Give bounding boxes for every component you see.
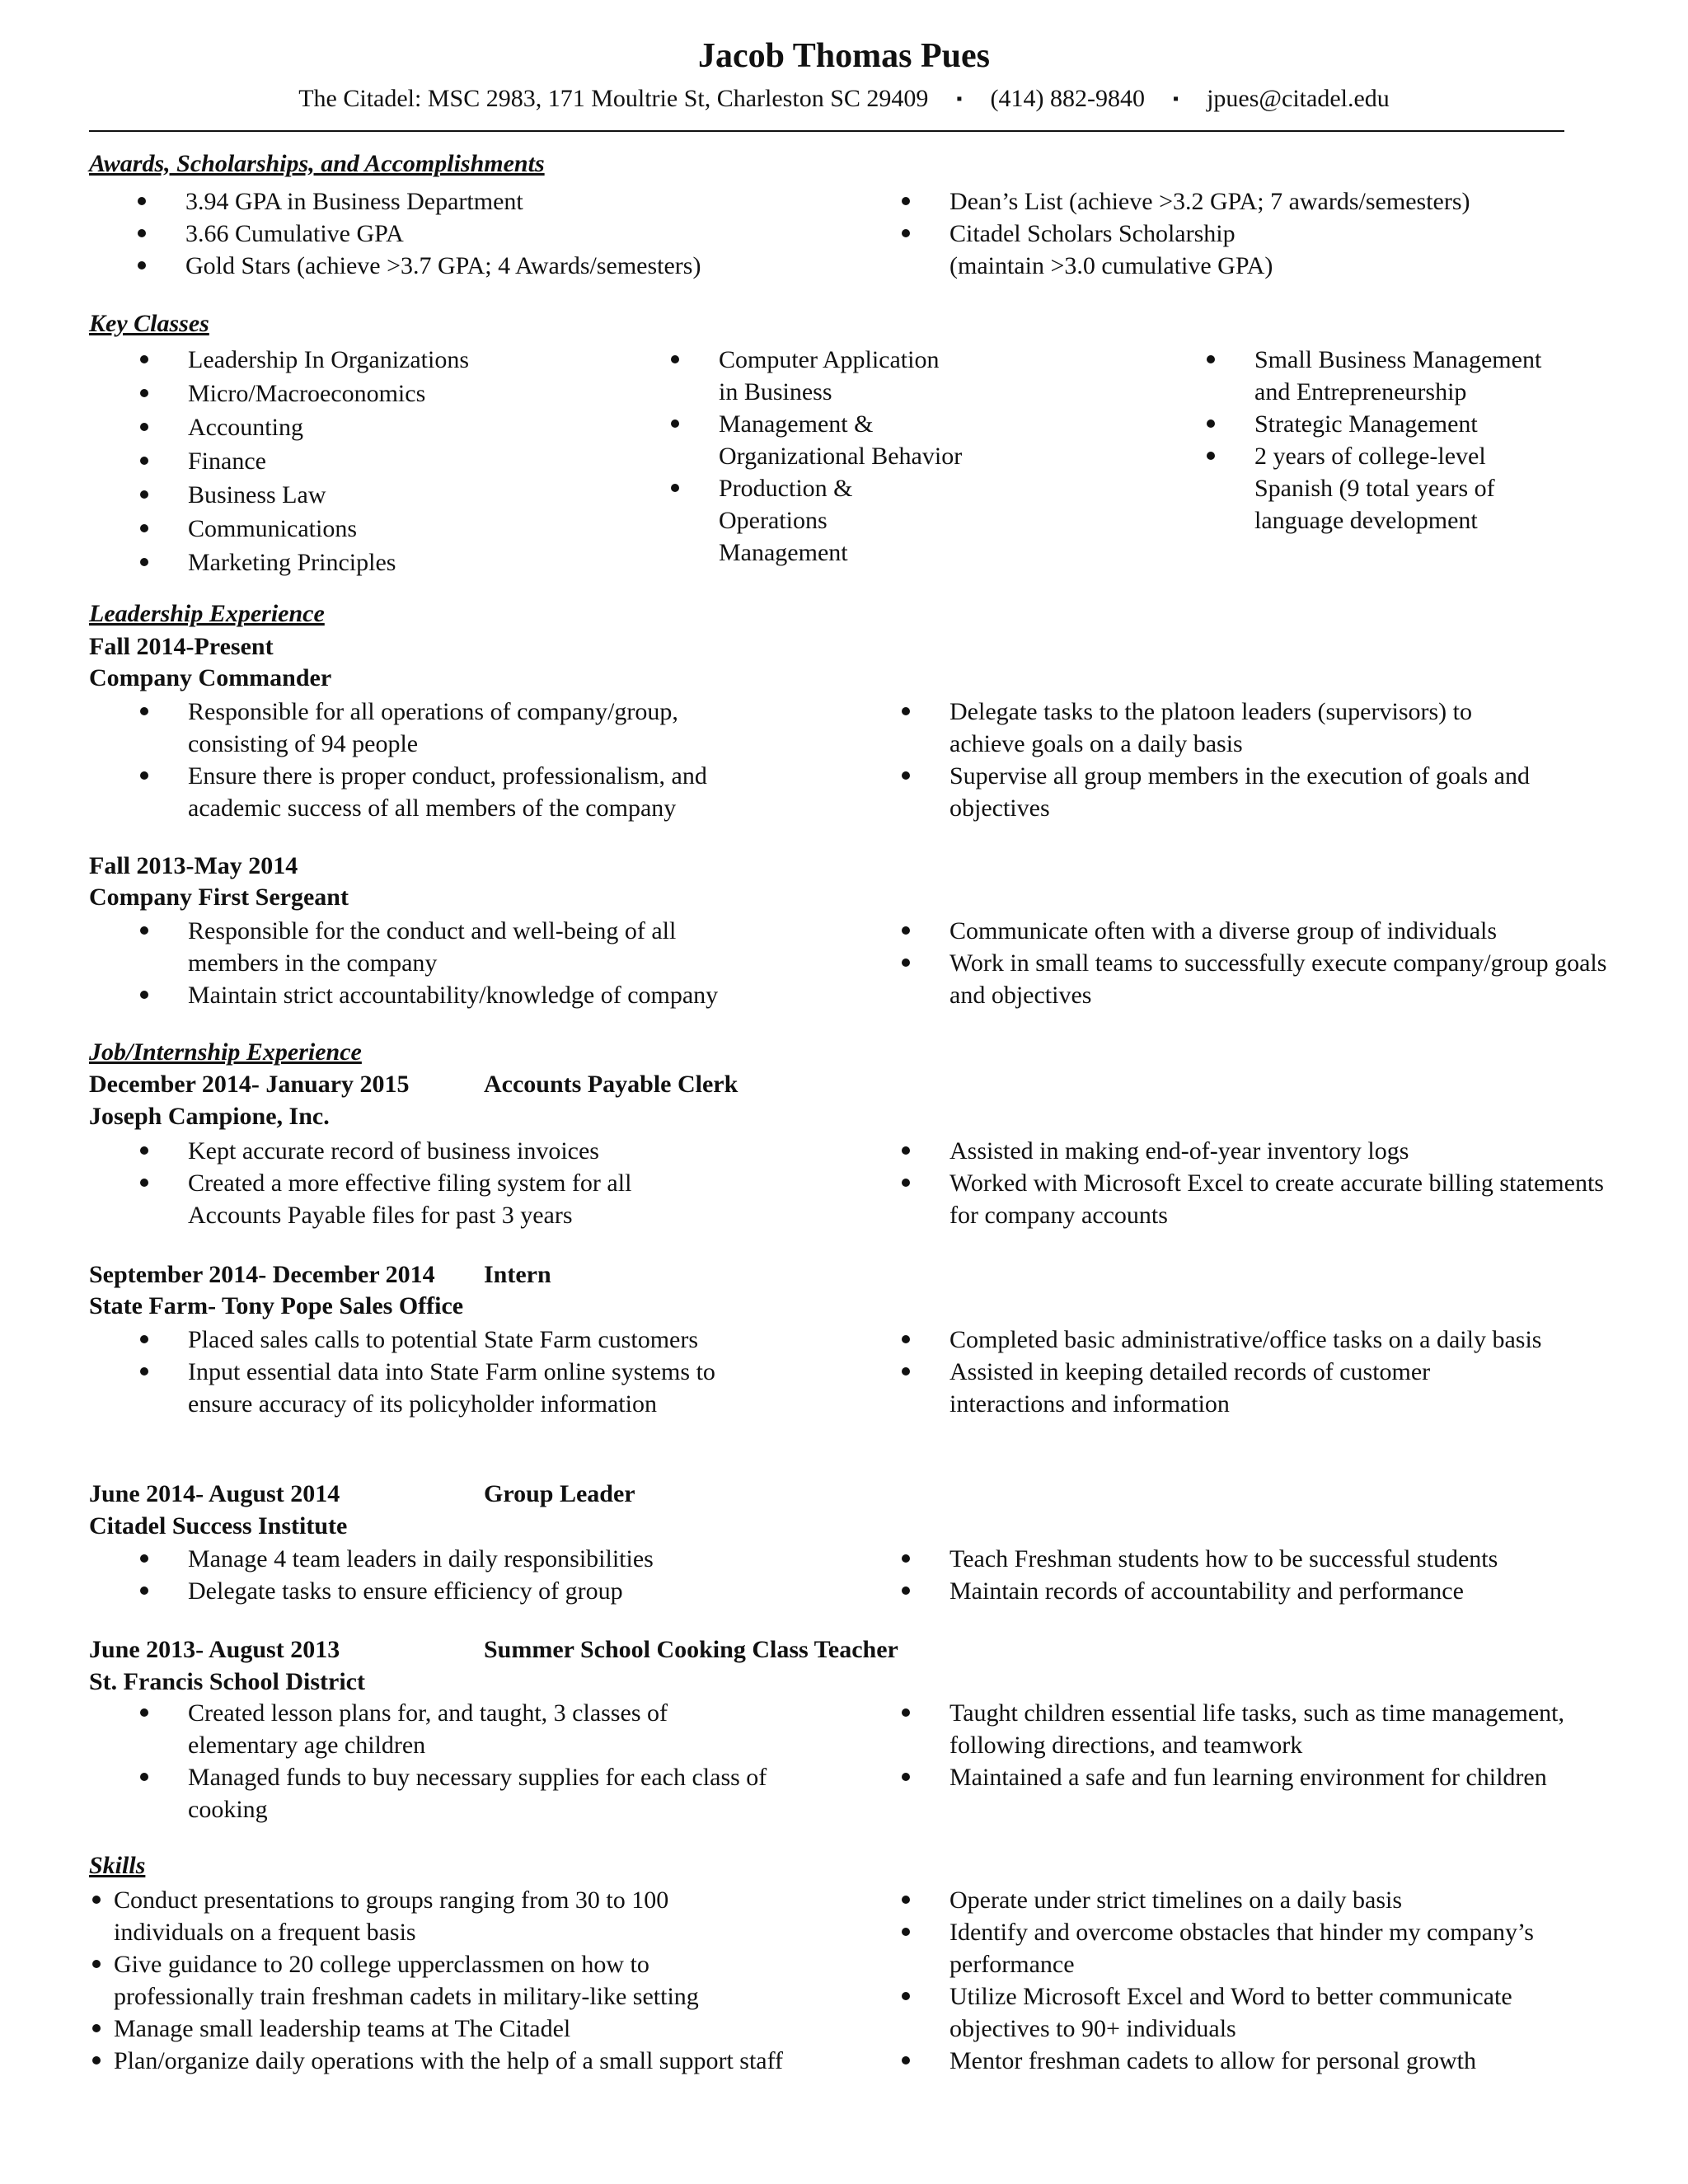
entry-role: Company First Sergeant <box>89 883 349 911</box>
list-item: Responsible for the conduct and well-being of all members in the company <box>138 915 847 979</box>
list-item: Dean’s List (achieve >3.2 GPA; 7 awards/semesters) <box>900 185 1576 218</box>
list-item: Manage 4 team leaders in daily responsibilities <box>138 1543 847 1575</box>
list-item: Maintain records of accountability and performance <box>900 1575 1642 1607</box>
list-item: Plan/organize daily operations with the help of a small support staff <box>91 2045 832 2077</box>
entry-role: Accounts Payable Clerk <box>484 1071 738 1098</box>
entry-org: St. Francis School District <box>89 1668 365 1695</box>
entry-date: June 2013- August 2013 <box>89 1636 340 1663</box>
section-title-jobs: Job/Internship Experience <box>89 1038 362 1066</box>
list-item: Kept accurate record of business invoices <box>138 1135 847 1167</box>
list-item: Ensure there is proper conduct, professionalism, and academic success of all members of the company <box>138 760 847 824</box>
leadership-1-left <box>138 915 847 1011</box>
list-item: Worked with Microsoft Excel to create accurate billing statements for company accounts <box>900 1167 1642 1231</box>
list-item: Computer Application in Business <box>669 344 1015 408</box>
list-item: Small Business Management and Entrepreneurship <box>1205 344 1601 408</box>
jobs-2-right <box>900 1543 1642 1607</box>
awards-list-right <box>900 185 1576 282</box>
email-link[interactable]: jpues@citadel.edu <box>1207 85 1390 112</box>
jobs-0-right <box>900 1135 1642 1231</box>
entry-role: Summer School Cooking Class Teacher <box>484 1636 898 1663</box>
list-item: Gold Stars (achieve >3.7 GPA; 4 Awards/semesters) <box>136 250 812 282</box>
list-item: Placed sales calls to potential State Farm customers <box>138 1324 847 1356</box>
list-item: Give guidance to 20 college upperclassmen on how to professionally train freshman cadets in military-like setting <box>91 1948 832 2013</box>
list-item: Management & Organizational Behavior <box>669 408 1015 472</box>
list-item: Assisted in keeping detailed records of customer interactions and information <box>900 1356 1642 1420</box>
list-item: Accounting <box>138 411 633 445</box>
list-item: Delegate tasks to ensure efficiency of group <box>138 1575 847 1607</box>
list-item: 3.66 Cumulative GPA <box>136 218 812 250</box>
list-item: Responsible for all operations of company/group, consisting of 94 people <box>138 696 847 760</box>
list-item: Work in small teams to successfully execute company/group goals and objectives <box>900 947 1642 1011</box>
skills-list-left <box>91 1884 832 2077</box>
list-item: Finance <box>138 445 633 479</box>
list-item: Maintain strict accountability/knowledge of company <box>138 979 847 1011</box>
jobs-3-left <box>138 1697 847 1825</box>
jobs-1-left <box>138 1324 847 1420</box>
list-item: Created a more effective filing system for all Accounts Payable files for past 3 years <box>138 1167 847 1231</box>
list-item: Delegate tasks to the platoon leaders (supervisors) to achieve goals on a daily basis <box>900 696 1642 760</box>
header-divider <box>89 130 1564 132</box>
list-item: Communications <box>138 513 633 546</box>
contact-line <box>0 82 1688 115</box>
list-item: Leadership In Organizations <box>138 344 633 377</box>
list-item: Marketing Principles <box>138 546 633 580</box>
separator-icon: ▪ <box>956 90 963 108</box>
entry-role: Group Leader <box>484 1480 635 1507</box>
resume-name: Jacob Thomas Pues <box>698 37 990 75</box>
list-item: Business Law <box>138 479 633 513</box>
list-item: Utilize Microsoft Excel and Word to better communicate objectives to 90+ individuals <box>900 1980 1642 2045</box>
list-item: Mentor freshman cadets to allow for personal growth <box>900 2045 1642 2077</box>
section-title-key-classes: Key Classes <box>89 310 209 337</box>
classes-list-col3 <box>1205 344 1601 537</box>
entry-org: Citadel Success Institute <box>89 1512 348 1540</box>
jobs-1-right <box>900 1324 1642 1420</box>
list-item: Strategic Management <box>1205 408 1601 440</box>
skills-list-right <box>900 1884 1642 2077</box>
list-item: Input essential data into State Farm online systems to ensure accuracy of its policyholder information <box>138 1356 847 1420</box>
list-item: Assisted in making end-of-year inventory logs <box>900 1135 1642 1167</box>
list-item: Maintained a safe and fun learning environment for children <box>900 1761 1658 1793</box>
list-item: Citadel Scholars Scholarship (maintain >3.0 cumulative GPA) <box>900 218 1576 282</box>
list-item: Production & Operations Management <box>669 472 1015 569</box>
entry-org: Joseph Campione, Inc. <box>89 1103 330 1130</box>
list-item: Identify and overcome obstacles that hinder my company’s performance <box>900 1916 1642 1980</box>
entry-role: Company Commander <box>89 664 332 691</box>
entry-date: December 2014- January 2015 <box>89 1071 410 1098</box>
awards-list-left <box>136 185 812 282</box>
list-item: 3.94 GPA in Business Department <box>136 185 812 218</box>
entry-date: September 2014- December 2014 <box>89 1261 435 1288</box>
jobs-3-right <box>900 1697 1658 1793</box>
section-title-leadership: Leadership Experience <box>89 600 325 627</box>
leadership-0-left <box>138 696 847 824</box>
list-item: Communicate often with a diverse group of individuals <box>900 915 1642 947</box>
separator-icon: ▪ <box>1172 90 1179 108</box>
list-item: Completed basic administrative/office tasks on a daily basis <box>900 1324 1642 1356</box>
entry-date: June 2014- August 2014 <box>89 1480 340 1507</box>
list-item: Teach Freshman students how to be successful students <box>900 1543 1642 1575</box>
classes-list-col1 <box>138 344 633 580</box>
entry-date: Fall 2013-May 2014 <box>89 852 298 879</box>
leadership-0-right <box>900 696 1642 824</box>
list-item: Managed funds to buy necessary supplies for each class of cooking <box>138 1761 847 1825</box>
list-item: Supervise all group members in the execution of goals and objectives <box>900 760 1642 824</box>
list-item: Manage small leadership teams at The Citadel <box>91 2013 832 2045</box>
leadership-1-right <box>900 915 1642 1011</box>
section-title-skills: Skills <box>89 1852 146 1879</box>
entry-role: Intern <box>484 1261 551 1288</box>
section-title-awards: Awards, Scholarships, and Accomplishments <box>89 150 545 177</box>
list-item: Taught children essential life tasks, such as time management, following directions, and teamwork <box>900 1697 1658 1761</box>
entry-org: State Farm- Tony Pope Sales Office <box>89 1292 464 1319</box>
list-item: Created lesson plans for, and taught, 3 classes of elementary age children <box>138 1697 847 1761</box>
jobs-0-left <box>138 1135 847 1231</box>
list-item: Micro/Macroeconomics <box>138 377 633 411</box>
classes-list-col2 <box>669 344 1015 569</box>
address: The Citadel: MSC 2983, 171 Moultrie St, Charleston SC 29409 <box>298 85 929 112</box>
list-item: Operate under strict timelines on a daily basis <box>900 1884 1642 1916</box>
phone: (414) 882-9840 <box>990 85 1145 112</box>
list-item: 2 years of college-level Spanish (9 total years of language development <box>1205 440 1601 537</box>
list-item: Conduct presentations to groups ranging from 30 to 100 individuals on a frequent basis <box>91 1884 832 1948</box>
jobs-2-left <box>138 1543 847 1607</box>
entry-date: Fall 2014-Present <box>89 633 274 660</box>
